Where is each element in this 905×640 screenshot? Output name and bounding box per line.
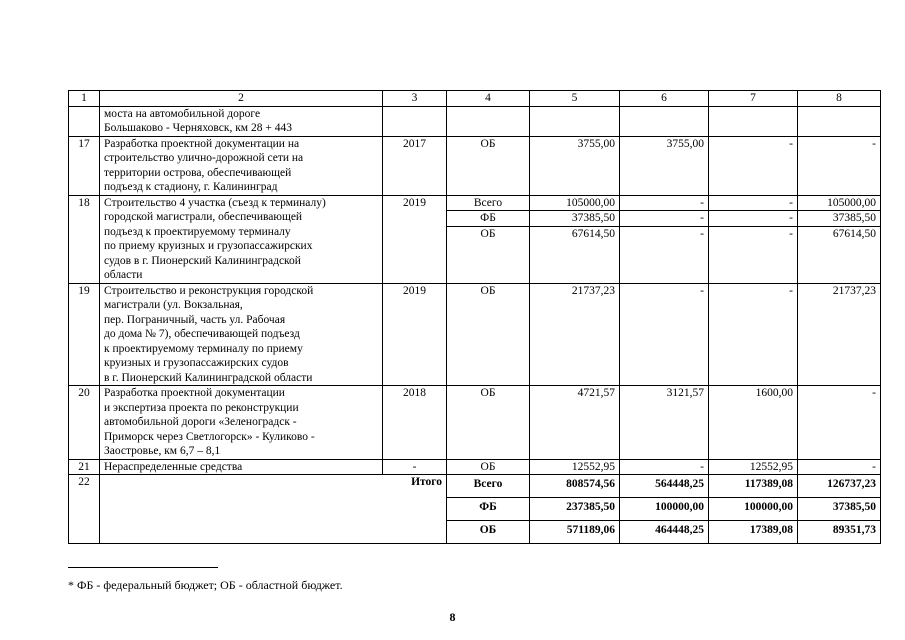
source-cell-line: ОБ: [480, 460, 496, 473]
row-number: 19: [69, 283, 100, 386]
header-cell: 8: [798, 91, 881, 107]
item-name-line: до дома № 7), обеспечивающей подъезд: [104, 328, 300, 340]
source-cell: [447, 136, 530, 195]
value-col5-line: 105000,00: [530, 196, 619, 212]
value-col8: [798, 195, 881, 283]
item-name: [100, 136, 383, 195]
row-number: 17: [69, 136, 100, 195]
page-number: 8: [449, 610, 456, 624]
total-label: Итого: [411, 476, 442, 488]
value-col6: [620, 195, 709, 283]
source-cell-line: Всего: [447, 196, 529, 212]
row-number: [69, 106, 100, 136]
value-col6-line: -: [620, 211, 708, 227]
item-name: [100, 283, 383, 386]
total-v7: 17389,08: [709, 521, 798, 544]
year-cell: 2019: [383, 283, 447, 386]
item-name: [100, 386, 383, 460]
header-cell: 7: [709, 91, 798, 107]
header-cell: 3: [383, 91, 447, 107]
value-col8: [798, 136, 881, 195]
budget-table: [68, 90, 881, 544]
year-cell: -: [383, 459, 447, 475]
value-col7-line: -: [789, 137, 793, 150]
value-col6: [620, 106, 709, 136]
table-row: [69, 459, 881, 475]
item-name-line: по приему круизных и грузопассажирских: [104, 240, 313, 252]
source-cell-line: ОБ: [480, 387, 496, 399]
source-cell: [447, 459, 530, 475]
value-col8-line: -: [872, 137, 876, 150]
total-v6: 464448,25: [620, 521, 709, 544]
item-name-line: пер. Пограничный, часть ул. Рабочая: [104, 313, 286, 326]
item-name-line: городской магистрали, обеспечивающей: [104, 211, 303, 223]
value-col6-line: -: [700, 227, 704, 240]
item-name: [100, 106, 383, 136]
source-cell: [447, 386, 530, 460]
value-col5-line: 37385,50: [530, 211, 619, 227]
item-name-line: Заостровье, км 6,7 – 8,1: [104, 445, 221, 457]
total-row: [69, 475, 881, 498]
value-col7-line: 1600,00: [755, 387, 793, 399]
item-name-line: подъезд к проектируемому терминалу: [104, 225, 291, 238]
table-row: [69, 386, 881, 460]
value-col6-line: 3755,00: [666, 137, 704, 150]
value-col5-line: 21737,23: [571, 284, 615, 297]
total-v5: 808574,56: [530, 475, 620, 498]
row-number: 18: [69, 195, 100, 283]
value-col6-line: -: [700, 460, 704, 473]
value-col5: [530, 386, 620, 460]
value-col8-line: 37385,50: [798, 211, 880, 227]
value-col5: [530, 283, 620, 386]
source-cell-line: ФБ: [447, 211, 529, 227]
value-col6: [620, 386, 709, 460]
item-name-line: Приморск через Светлогорск» - Куликово -: [104, 430, 315, 443]
header-cell: 1: [69, 91, 100, 107]
item-name-line: и экспертиза проекта по реконструкции: [104, 401, 299, 414]
source-cell-line: ОБ: [480, 284, 496, 297]
header-cell: 5: [530, 91, 620, 107]
value-col5-line: 12552,95: [571, 460, 615, 473]
item-name-line: Строительство и реконструкция городской: [104, 284, 314, 297]
item-name: [100, 195, 383, 283]
value-col8-line: -: [872, 460, 876, 473]
header-cell: 4: [447, 91, 530, 107]
item-name-line: строительство улично-дорожной сети на: [104, 152, 304, 164]
value-col5-line: 67614,50: [571, 227, 615, 240]
table-row: [69, 283, 881, 386]
item-name-line: подъезд к стадиону, г. Калининград: [104, 181, 278, 193]
value-col6-line: -: [620, 196, 708, 212]
value-col7-line: -: [709, 196, 797, 212]
row-number: 20: [69, 386, 100, 460]
row-number: 22: [69, 475, 100, 544]
item-name-line: Разработка проектной документации на: [104, 137, 300, 150]
value-col7: [709, 283, 798, 386]
year-cell: 2017: [383, 136, 447, 195]
value-col7: [709, 386, 798, 460]
value-col6: [620, 283, 709, 386]
source-cell-line: ОБ: [480, 227, 496, 240]
item-name-line: Строительство 4 участка (съезд к терминалу): [104, 196, 326, 209]
value-col8-line: -: [872, 387, 876, 399]
total-v8: 126737,23: [798, 475, 881, 498]
header-cell: 6: [620, 91, 709, 107]
total-label-cell: [100, 475, 447, 544]
value-col7-line: -: [789, 284, 793, 297]
header-cell: 2: [100, 91, 383, 107]
total-v7: 100000,00: [709, 498, 798, 521]
value-col6-line: 3121,57: [666, 387, 704, 399]
row-number: 21: [69, 459, 100, 475]
value-col5: [530, 459, 620, 475]
item-name-line: Нераспределенные средства: [104, 460, 243, 473]
value-col7-line: -: [709, 211, 797, 227]
total-v6: 564448,25: [620, 475, 709, 498]
value-col7-line: 12552,95: [749, 460, 793, 473]
value-col6: [620, 136, 709, 195]
value-col8-line: 105000,00: [798, 196, 880, 212]
value-col7: [709, 136, 798, 195]
table-body: [69, 91, 881, 544]
item-name-line: области: [104, 269, 143, 281]
item-name-line: Большаково - Черняховск, км 28 + 443: [104, 122, 292, 134]
value-col7: [709, 195, 798, 283]
item-name-line: Разработка проектной документации: [104, 387, 285, 399]
source-cell-line: ОБ: [480, 137, 496, 150]
item-name-line: в г. Пионерский Калининградской области: [104, 371, 313, 384]
item-name-line: территории острова, обеспечивающей: [104, 166, 292, 179]
value-col7: [709, 106, 798, 136]
header-row: [69, 91, 881, 107]
value-col8: [798, 459, 881, 475]
value-col5: [530, 195, 620, 283]
item-name-line: судов в г. Пионерский Калининградской: [104, 254, 301, 267]
total-v5: 571189,06: [530, 521, 620, 544]
total-src: ОБ: [447, 521, 530, 544]
source-cell: [447, 283, 530, 386]
item-name-line: к проектируемому терминалу по приему: [104, 342, 303, 355]
value-col7-line: -: [789, 227, 793, 240]
value-col8: [798, 386, 881, 460]
total-v6: 100000,00: [620, 498, 709, 521]
total-src: ФБ: [447, 498, 530, 521]
year-cell: [383, 106, 447, 136]
total-v8: 37385,50: [798, 498, 881, 521]
source-cell: [447, 195, 530, 283]
item-name-line: круизных и грузопассажирских судов: [104, 357, 289, 369]
value-col6: [620, 459, 709, 475]
item-name: [100, 459, 383, 475]
item-name-line: магистрали (ул. Вокзальная,: [104, 299, 243, 311]
value-col5: [530, 106, 620, 136]
item-name-line: автомобильной дороги «Зеленоградск -: [104, 416, 297, 428]
value-col5-line: 3755,00: [577, 137, 615, 150]
value-col5-line: 4721,57: [577, 387, 615, 399]
value-col8-line: 21737,23: [832, 284, 876, 297]
value-col7: [709, 459, 798, 475]
total-v7: 117389,08: [709, 475, 798, 498]
value-col5: [530, 136, 620, 195]
year-cell: 2019: [383, 195, 447, 283]
year-cell: 2018: [383, 386, 447, 460]
value-col8: [798, 106, 881, 136]
value-col8: [798, 283, 881, 386]
total-v8: 89351,73: [798, 521, 881, 544]
value-col6-line: -: [700, 284, 704, 297]
value-col8-line: 67614,50: [832, 227, 876, 240]
table-row: [69, 136, 881, 195]
footnote: * ФБ - федеральный бюджет; ОБ - областной бюджет.: [68, 578, 343, 592]
source-cell: [447, 106, 530, 136]
table-row: [69, 106, 881, 136]
total-v5: 237385,50: [530, 498, 620, 521]
total-src: Всего: [447, 475, 530, 498]
item-name-line: моста на автомобильной дороге: [104, 107, 261, 120]
footnote-divider: [68, 567, 218, 568]
table-row: [69, 195, 881, 283]
